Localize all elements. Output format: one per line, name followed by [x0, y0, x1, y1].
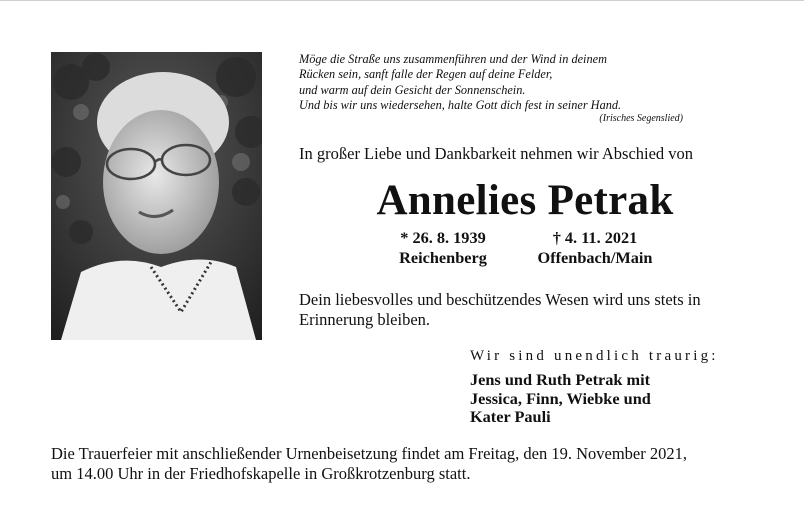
death-place: Offenbach/Main	[537, 248, 653, 267]
birth-date: * 26. 8. 1939	[400, 228, 486, 247]
poem-line: und warm auf dein Gesicht der Sonnenschein.	[299, 82, 526, 97]
death-info	[522, 228, 668, 268]
intro-text: In großer Liebe und Dankbarkeit nehmen wir Abschied von	[299, 144, 694, 163]
portrait-photo	[51, 52, 262, 340]
death-date: † 4. 11. 2021	[552, 228, 638, 247]
funeral-service-info	[51, 444, 781, 483]
poem-line: Und bis wir uns wiedersehen, halte Gott dich fest in seiner Hand.	[299, 98, 622, 113]
memory-text: Dein liebesvolles und beschützendes Wesen wird uns stets in Erinnerung bleiben.	[299, 290, 701, 329]
poem-line: Rücken sein, sanft falle der Regen auf deine Felder,	[299, 67, 553, 82]
family-line: Jessica, Finn, Wiebke und	[470, 388, 651, 408]
service-line: um 14.00 Uhr in der Friedhofskapelle in Großkrotzenburg statt.	[51, 463, 471, 483]
birth-place: Reichenberg	[399, 248, 487, 267]
family-line: Jens und Ruth Petrak mit	[470, 370, 651, 389]
poem-block	[299, 52, 699, 125]
deceased-name: Annelies Petrak	[376, 177, 674, 224]
grief-line: Wir sind unendlich traurig:	[470, 348, 719, 364]
poem-source: (Irisches Segenslied)	[599, 112, 683, 124]
service-line: Die Trauerfeier mit anschließender Urnenbeisetzung findet am Freitag, den 19. November 2021,	[51, 444, 687, 463]
family-signature	[470, 371, 770, 427]
poem-line: Möge die Straße uns zusammenführen und der Wind in deinem	[299, 52, 607, 66]
birth-info	[381, 228, 505, 268]
family-line: Kater Pauli	[470, 407, 551, 426]
